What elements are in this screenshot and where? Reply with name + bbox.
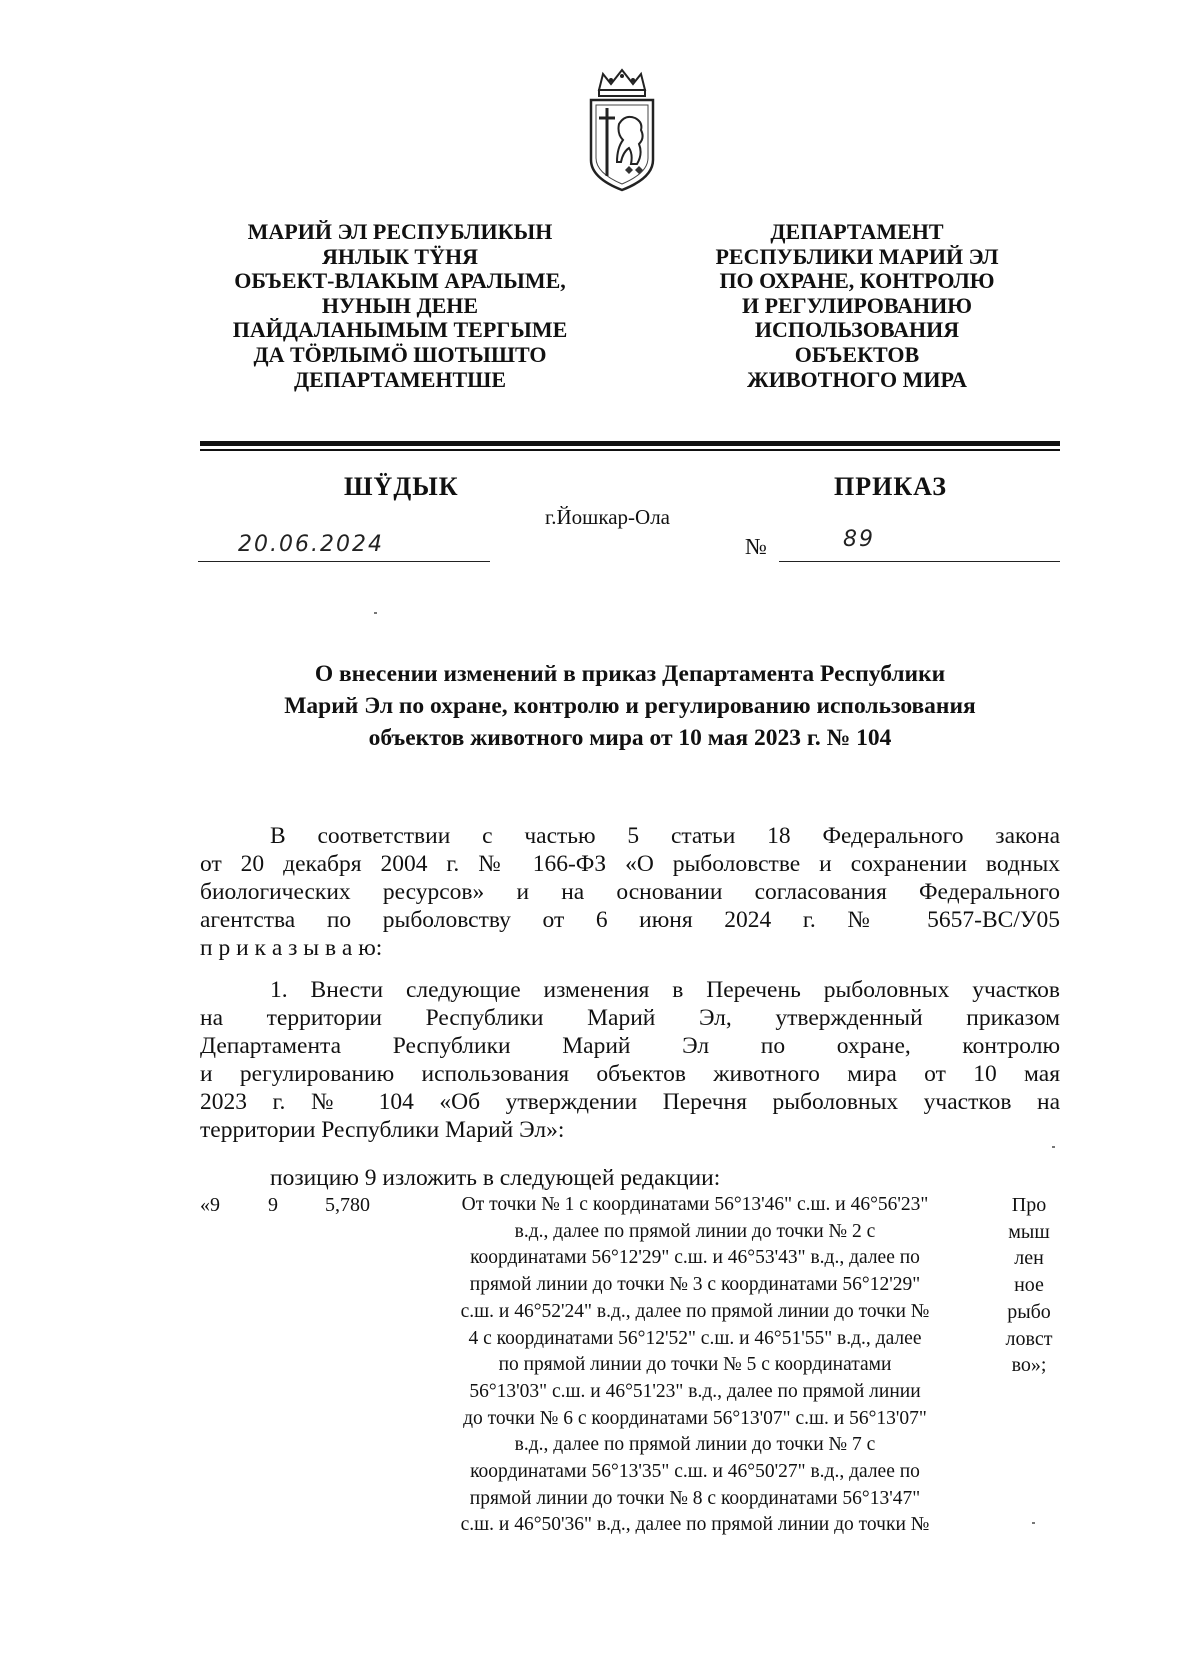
usage-line: ное bbox=[1014, 1274, 1044, 1297]
text-line: и регулированию использования объектов животного мира от 10 мая bbox=[200, 1061, 1060, 1087]
scan-speck bbox=[374, 612, 377, 614]
text-line: биологических ресурсов» и на основании согласования Федерального bbox=[200, 879, 1060, 905]
coord-line: координатами 56°13'35" с.ш. и 46°50'27" в.д., далее по bbox=[470, 1461, 920, 1483]
text-line: территории Республики Марий Эл»: bbox=[200, 1117, 565, 1143]
usage-line: рыбо bbox=[1007, 1300, 1051, 1323]
header-right-line: ИСПОЛЬЗОВАНИЯ bbox=[754, 317, 960, 343]
usage-line: Про bbox=[1011, 1194, 1047, 1216]
usage-line: мыш bbox=[1008, 1220, 1050, 1243]
order-number-handwritten: 89 bbox=[843, 527, 875, 552]
title-line: О внесении изменений в приказ Департамента Республики bbox=[314, 661, 946, 687]
coat-of-arms-emblem bbox=[585, 68, 659, 192]
table-cell-number: «9 bbox=[200, 1194, 220, 1216]
header-left-line: ДА ТÖРЛЫМÖ ШОТЫШТО bbox=[253, 341, 547, 367]
order-type-russian: ПРИКАЗ bbox=[834, 472, 948, 501]
header-divider-thin bbox=[200, 449, 1060, 451]
table-cell-usage-type bbox=[998, 1192, 1060, 1379]
text-line: 2023 г. № 104 «Об утверждении Перечня рыболовных участков на bbox=[200, 1089, 1060, 1115]
header-left-line: НУНЫН ДЕНЕ bbox=[321, 292, 479, 318]
text-line: В соответствии с частью 5 статьи 18 Федерального закона bbox=[270, 823, 1060, 849]
table-cell-coordinates bbox=[405, 1192, 985, 1539]
table-cell-area: 5,780 bbox=[325, 1194, 370, 1216]
number-label: № bbox=[745, 534, 767, 559]
paragraph-preamble bbox=[200, 822, 1060, 962]
table-cell-site-number: 9 bbox=[268, 1194, 278, 1216]
coord-line: до точки № 6 с координатами 56°13'07" с.ш. и 56°13'07" bbox=[463, 1407, 927, 1429]
coord-line: От точки № 1 с координатами 56°13'46" с.ш. и 46°56'23" bbox=[461, 1194, 929, 1215]
header-right-russian bbox=[677, 220, 1037, 392]
header-right-line: ДЕПАРТАМЕНТ bbox=[770, 219, 944, 244]
header-right-line: И РЕГУЛИРОВАНИЮ bbox=[741, 292, 973, 318]
order-type-mari: ШŸДЫК bbox=[344, 472, 459, 501]
usage-line: ловст bbox=[1005, 1327, 1053, 1350]
title-line: Марий Эл по охране, контролю и регулированию использования bbox=[284, 693, 976, 719]
coord-line: прямой линии до точки № 3 с координатами 56°12'29" bbox=[469, 1274, 921, 1296]
paragraph-item-1 bbox=[200, 976, 1060, 1144]
date-underline bbox=[198, 561, 490, 562]
header-right-line: РЕСПУБЛИКИ МАРИЙ ЭЛ bbox=[715, 243, 999, 269]
header-divider-thick bbox=[200, 441, 1060, 446]
header-left-line: ПАЙДАЛАНЫМЫМ ТЕРГЫМЕ bbox=[232, 317, 568, 343]
number-underline bbox=[779, 561, 1060, 562]
title-line: объектов животного мира от 10 мая 2023 г. № 104 bbox=[368, 725, 892, 751]
usage-line: лен bbox=[1014, 1247, 1044, 1270]
order-word: п р и к а з ы в а ю: bbox=[200, 935, 383, 961]
coord-line: с.ш. и 46°52'24" в.д., далее по прямой линии до точки № bbox=[460, 1300, 930, 1322]
scan-speck bbox=[1032, 1522, 1035, 1524]
header-right-line: ЖИВОТНОГО МИРА bbox=[747, 366, 967, 392]
coord-line: 56°13'03" с.ш. и 46°51'23" в.д., далее по прямой линии bbox=[469, 1380, 921, 1402]
text-line: на территории Республики Марий Эл, утвержденный приказом bbox=[200, 1005, 1060, 1031]
header-right-line: ПО ОХРАНЕ, КОНТРОЛЮ bbox=[719, 268, 995, 294]
position-instruction: позицию 9 изложить в следующей редакции: bbox=[270, 1165, 721, 1191]
header-left-mari bbox=[220, 220, 580, 392]
coord-line: по прямой линии до точки № 5 с координатами bbox=[498, 1354, 892, 1376]
text-line: агентства по рыболовству от 6 июня 2024 г. № 5657-ВС/У05 bbox=[200, 907, 1060, 933]
usage-line: во»; bbox=[1011, 1354, 1047, 1377]
coat-of-arms-icon bbox=[585, 68, 659, 192]
coord-line: координатами 56°12'29" с.ш. и 46°53'43" в.д., далее по bbox=[470, 1247, 920, 1269]
header-right-line: ОБЪЕКТОВ bbox=[794, 341, 920, 367]
text-line: 1. Внести следующие изменения в Перечень рыболовных участков bbox=[270, 977, 1060, 1003]
coord-line: прямой линии до точки № 8 с координатами 56°13'47" bbox=[469, 1487, 921, 1509]
coord-line: 4 с координатами 56°12'52" с.ш. и 46°51'55" в.д., далее bbox=[468, 1327, 922, 1349]
text-line: Департамента Республики Марий Эл по охране, контролю bbox=[200, 1033, 1060, 1059]
scan-speck bbox=[1052, 1146, 1055, 1148]
header-left-line: ОБЪЕКТ-ВЛАКЫМ АРАЛЫМЕ, bbox=[234, 268, 566, 294]
header-left-line: ЯНЛЫК ТŸНЯ bbox=[321, 243, 478, 269]
text-line: от 20 декабря 2004 г. № 166-ФЗ «О рыболовстве и сохранении водных bbox=[200, 851, 1060, 877]
coord-line: в.д., далее по прямой линии до точки № 2 с bbox=[514, 1220, 876, 1242]
document-title bbox=[200, 658, 1060, 754]
header-left-line: ДЕПАРТАМЕНТШЕ bbox=[293, 366, 507, 392]
header-left-line: МАРИЙ ЭЛ РЕСПУБЛИКЫН bbox=[247, 219, 553, 244]
order-date-handwritten: 20.06.2024 bbox=[238, 532, 384, 557]
city-name: г.Йошкар-Ола bbox=[545, 505, 670, 529]
coord-line: в.д., далее по прямой линии до точки № 7 с bbox=[514, 1434, 876, 1456]
coord-line: с.ш. и 46°50'36" в.д., далее по прямой линии до точки № bbox=[460, 1514, 930, 1536]
